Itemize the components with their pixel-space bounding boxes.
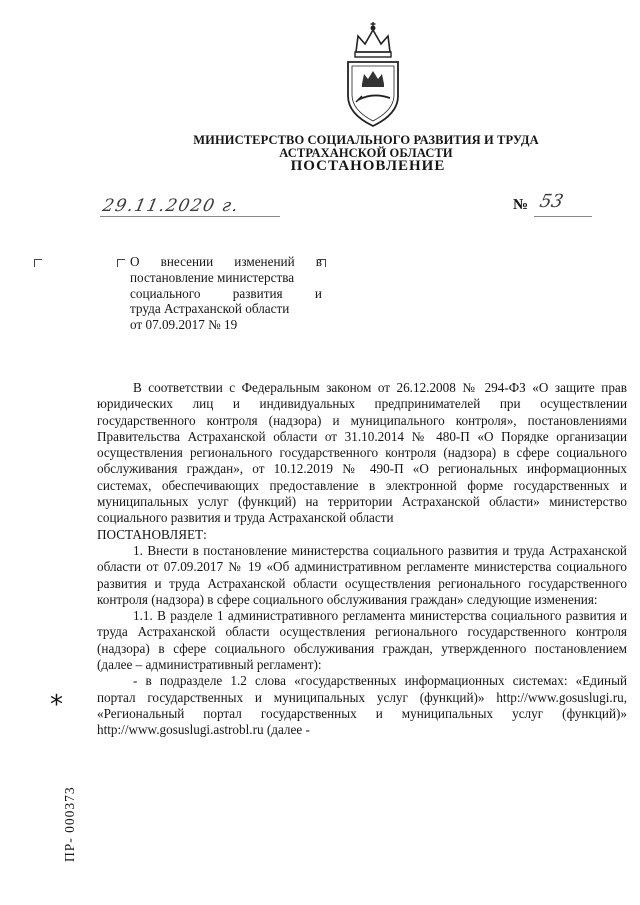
ministry-name-line1: МИНИСТЕРСТВО СОЦИАЛЬНОГО РАЗВИТИЯ И ТРУДА bbox=[193, 133, 539, 147]
subject-line: О внесении изменений в bbox=[130, 254, 322, 269]
subject-line: социального развития и bbox=[130, 285, 322, 301]
subject-line: труда Астраханской области bbox=[130, 301, 290, 317]
corner-mark-left bbox=[34, 259, 42, 267]
document-body bbox=[97, 380, 627, 739]
document-subject bbox=[130, 254, 322, 333]
resolves-heading: ПОСТАНОВЛЯЕТ: bbox=[97, 526, 207, 542]
subitem-paragraph: - в подразделе 1.2 слова «государственных информационных системах: «Единый портал государственных и муниципальных услуг (функций)» http://www.gosuslugi.ru, «Региональный портал государственных и муниципальных услуг (функций)» http://www.gosuslugi.astrobl.ru (далее - bbox=[97, 673, 627, 738]
corner-mark-subject-left bbox=[117, 259, 125, 267]
number-sign: № bbox=[513, 197, 529, 213]
preamble-paragraph: В соответствии с Федеральным законом от 26.12.2008 № 294-ФЗ «О защите прав юридических лиц и индивидуальных предпринимателей при осуществлении государственного контроля (надзора) и муниципального контроля», постановлениями Правительства Астраханской области от 31.10.2014 № 480-П «О Порядке организации осуществления регионального государственного контроля (надзора) в сфере социального обслуживания граждан», от 10.12.2019 № 490-П «О региональных информационных системах, обеспечивающих предоставление в электронной форме государственных и муниципальных услуг (функций) на территории Астраханской области» министерство социального развития и труда Астраханской области bbox=[97, 380, 627, 526]
document-type-title: ПОСТАНОВЛЕНИЕ bbox=[290, 158, 446, 174]
ministry-name-line2: АСТРАХАНСКОЙ ОБЛАСТИ bbox=[279, 146, 453, 160]
item-1-1-paragraph: 1.1. В разделе 1 административного регламента министерства социального развития и труда Астраханской области осуществления регионального государственного контроля (надзора) в сфере социального обслуживания граждан, утвержденного постановлением (далее – административный регламент): bbox=[97, 608, 627, 673]
number-handwritten: 53 bbox=[537, 191, 566, 212]
registration-code: ПР- 000373 bbox=[62, 786, 77, 862]
subject-line: от 07.09.2017 № 19 bbox=[130, 317, 238, 333]
coat-of-arms-icon bbox=[338, 22, 408, 134]
ministry-name bbox=[0, 134, 640, 160]
number-underline bbox=[534, 216, 592, 217]
date-underline bbox=[100, 216, 280, 217]
margin-asterisk: * bbox=[50, 690, 63, 720]
item-1-paragraph: 1. Внести в постановление министерства социального развития и труда Астраханской области от 07.09.2017 № 19 «Об административном регламенте министерства социального развития и труда Астраханской области осуществления регионального государственного контроля (надзора) в сфере социального обслуживания граждан» следующие изменения: bbox=[97, 542, 627, 607]
subject-line: постановление министерства bbox=[130, 269, 295, 285]
date-handwritten: 29.11.2020 г. bbox=[100, 196, 242, 216]
